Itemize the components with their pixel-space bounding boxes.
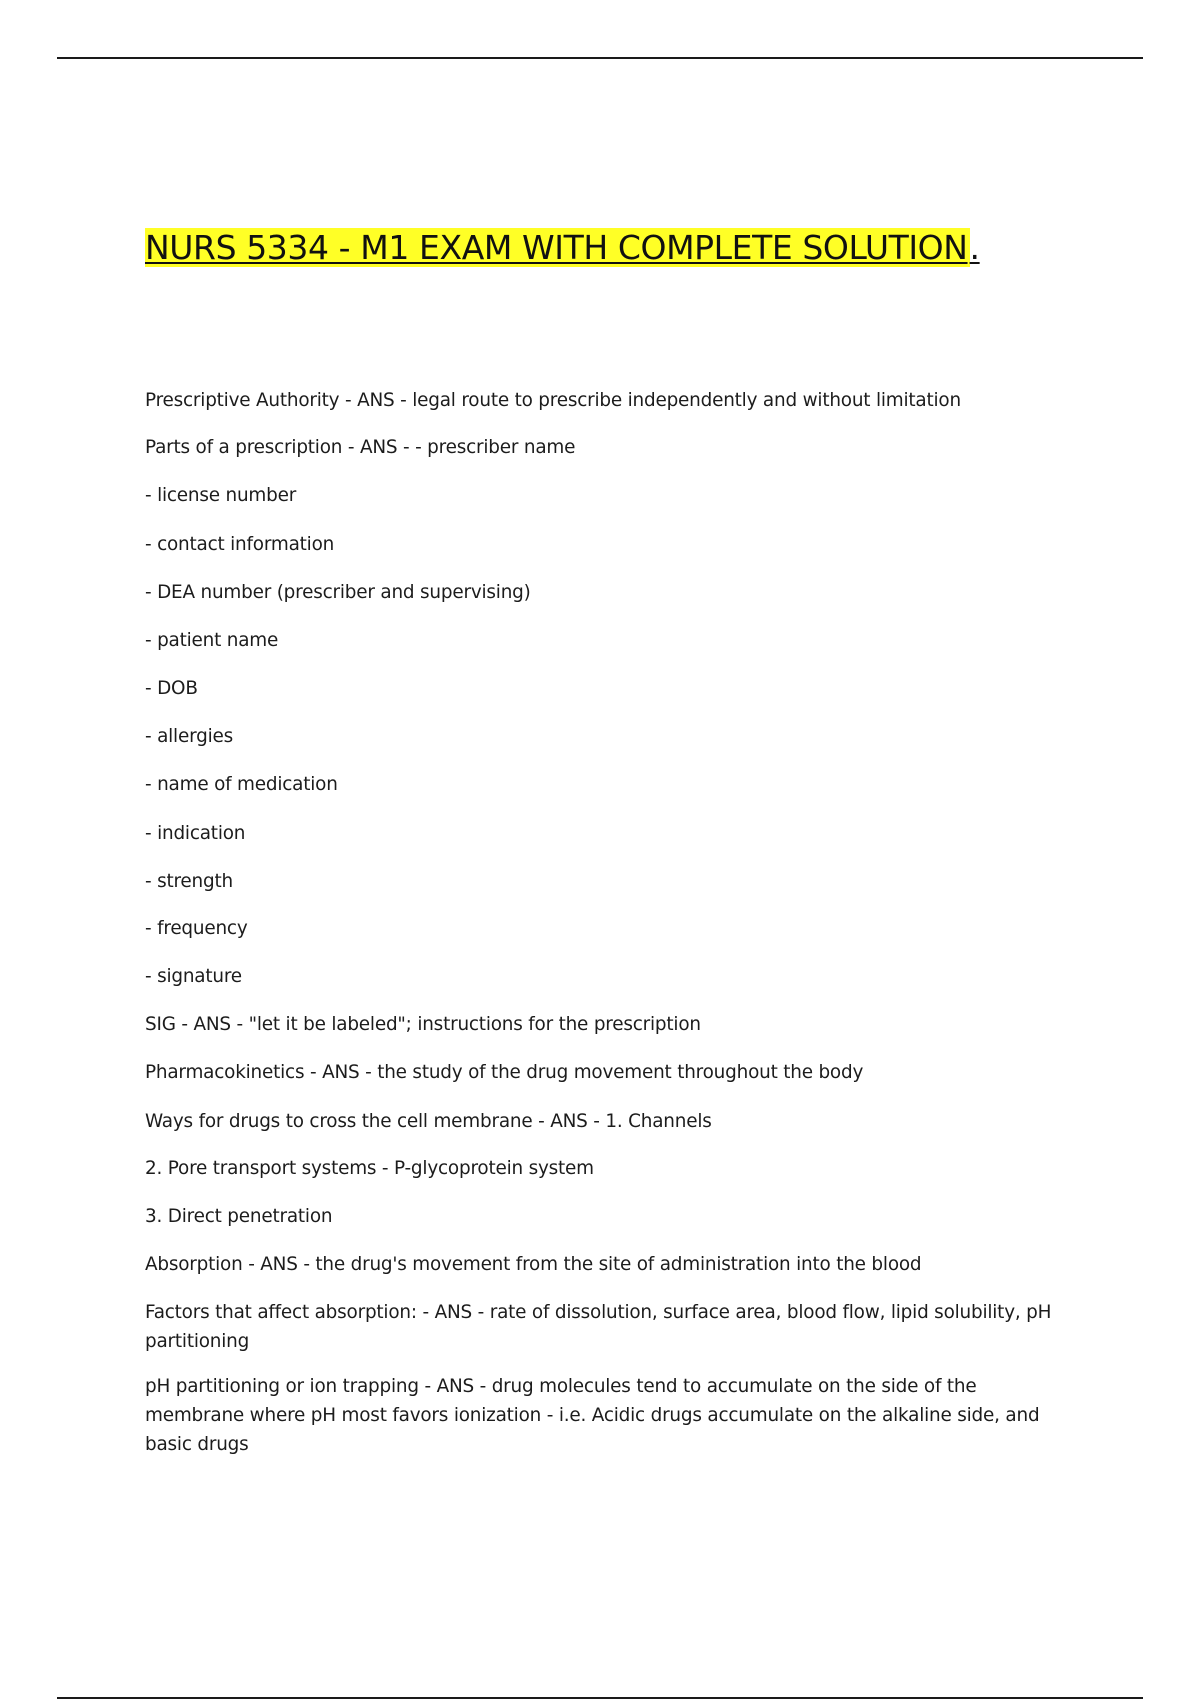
qa-line: Ways for drugs to cross the cell membrane - ANS - 1. Channels [145,1111,712,1132]
list-item: - contact information [145,534,335,555]
list-item: - strength [145,871,233,892]
qa-line: Factors that affect absorption: - ANS - rate of dissolution, surface area, blood flow, lipid solubility, pH partitioning [145,1302,1052,1352]
qa-line: SIG - ANS - "let it be labeled"; instructions for the prescription [145,1014,701,1035]
bottom-rule [57,1697,1143,1699]
list-item: - indication [145,823,246,844]
title-highlight: NURS 5334 - M1 EXAM WITH COMPLETE SOLUTION [145,228,968,267]
title-period: . [969,228,980,267]
list-item: - DOB [145,678,198,699]
qa-line: Parts of a prescription - ANS - - prescriber name [145,437,576,458]
list-item: - license number [145,485,297,506]
list-item: - signature [145,966,242,987]
list-item: - patient name [145,630,279,651]
list-item: 3. Direct penetration [145,1206,333,1227]
list-item: - allergies [145,726,234,747]
qa-line: pH partitioning or ion trapping - ANS - drug molecules tend to accumulate on the side of the membrane where pH most favors ionization - i.e. Acidic drugs accumulate on the alkaline side, and basic drugs [145,1376,1040,1455]
qa-line: Prescriptive Authority - ANS - legal route to prescribe independently and without limitation [145,390,961,411]
top-rule [57,57,1143,59]
list-item: - DEA number (prescriber and supervising) [145,582,531,603]
document-title [145,224,980,272]
qa-line: Absorption - ANS - the drug's movement from the site of administration into the blood [145,1254,922,1275]
list-item: - frequency [145,918,248,939]
list-item: 2. Pore transport systems - P-glycoprotein system [145,1158,594,1179]
qa-line: Pharmacokinetics - ANS - the study of the drug movement throughout the body [145,1062,864,1083]
list-item: - name of medication [145,774,338,795]
